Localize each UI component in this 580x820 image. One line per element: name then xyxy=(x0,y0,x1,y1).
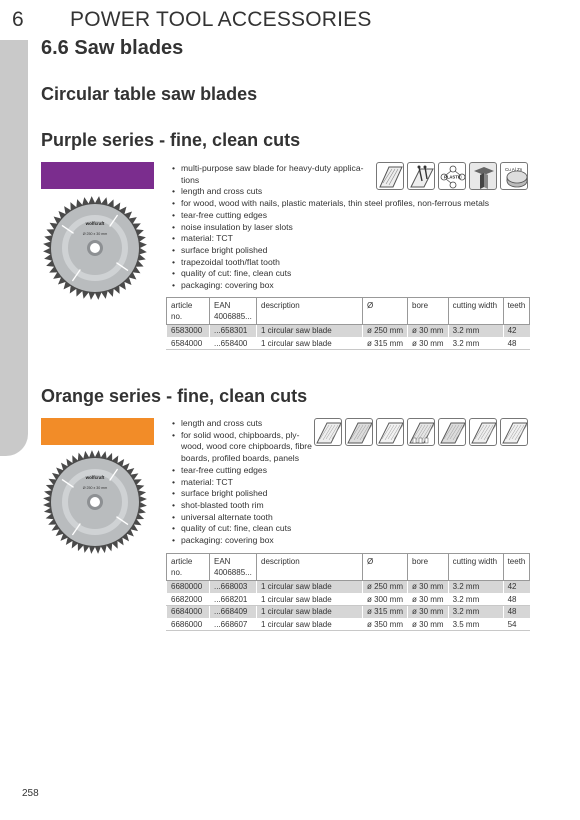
orange-product-table xyxy=(166,553,530,631)
plastic-icon xyxy=(438,162,466,190)
cell-article-no: 6682000 xyxy=(167,593,210,606)
cell-diameter: ø 250 mm xyxy=(363,581,408,594)
cell-diameter: ø 300 mm xyxy=(363,593,408,606)
cell-diameter: ø 250 mm xyxy=(363,325,408,338)
feature-item: • for solid wood, chipboards, ply- xyxy=(172,430,312,442)
header-diameter: Ø xyxy=(363,554,408,581)
solid-wood-icon xyxy=(314,418,342,446)
chapter-title: POWER TOOL ACCESSORIES xyxy=(70,8,372,31)
table-header-row xyxy=(167,554,530,581)
header-bore: bore xyxy=(408,554,449,581)
table-row xyxy=(167,581,530,594)
feature-item: • surface bright polished xyxy=(172,488,312,500)
feature-item: • tear-free cutting edges xyxy=(172,210,489,222)
cell-teeth: 42 xyxy=(503,581,530,594)
feature-item: • shot-blasted tooth rim xyxy=(172,500,312,512)
header-article-no: article no. xyxy=(167,298,210,325)
wood-board-icon xyxy=(376,162,404,190)
feature-item: • noise insulation by laser slots xyxy=(172,222,489,234)
cell-article-no: 6680000 xyxy=(167,581,210,594)
metals-icon-label: Cu Al Zn xyxy=(505,167,523,172)
cell-ean: ...658301 xyxy=(210,325,257,338)
purple-color-bar xyxy=(41,162,154,189)
blade-brand-label: wolfcraft xyxy=(85,221,105,226)
cell-ean: ...668201 xyxy=(210,593,257,606)
feature-item: • for wood, wood with nails, plastic materials, thin steel profiles, non-ferrous metals xyxy=(172,198,489,210)
cell-teeth: 48 xyxy=(503,593,530,606)
feature-item: • surface bright polished xyxy=(172,245,489,257)
cell-article-no: 6684000 xyxy=(167,606,210,619)
feature-item: • trapezoidal tooth/flat tooth xyxy=(172,257,489,269)
cell-description: 1 circular saw blade xyxy=(257,581,363,594)
header-article-no: article no. xyxy=(167,554,210,581)
feature-item: • universal alternate tooth xyxy=(172,512,312,524)
header-ean: EAN 4006885... xyxy=(210,298,257,325)
table-row xyxy=(167,337,530,350)
header-description: description xyxy=(257,554,363,581)
feature-item: • material: TCT xyxy=(172,477,312,489)
plywood-icon xyxy=(376,418,404,446)
page-number: 258 xyxy=(22,788,39,799)
chipboard-icon xyxy=(345,418,373,446)
plastic-icon-label: PLASTIC xyxy=(444,174,462,180)
cell-diameter: ø 315 mm xyxy=(363,337,408,350)
feature-item: • multi-purpose saw blade for heavy-duty applica- xyxy=(172,163,489,175)
cell-bore: ø 30 mm xyxy=(408,325,449,338)
cell-article-no: 6583000 xyxy=(167,325,210,338)
orange-series-title: Orange series - fine, clean cuts xyxy=(41,386,308,406)
orange-saw-blade-image xyxy=(42,449,148,555)
feature-item: • length and cross cuts xyxy=(172,186,489,198)
header-bore: bore xyxy=(408,298,449,325)
cell-teeth: 48 xyxy=(503,337,530,350)
cell-ean: ...668607 xyxy=(210,618,257,631)
cell-description: 1 circular saw blade xyxy=(257,325,363,338)
header-cutting-width: cutting width xyxy=(448,298,503,325)
steel-profile-icon xyxy=(469,162,497,190)
orange-feature-list xyxy=(172,418,312,547)
cell-ean: ...668003 xyxy=(210,581,257,594)
cell-bore: ø 30 mm xyxy=(408,606,449,619)
panel-icon xyxy=(500,418,528,446)
header-cutting-width: cutting width xyxy=(448,554,503,581)
feature-item: wood, wood core chipboards, fibre xyxy=(181,441,312,452)
cell-ean: ...668409 xyxy=(210,606,257,619)
purple-product-table xyxy=(166,297,530,350)
table-header-row xyxy=(167,298,530,325)
side-tab xyxy=(0,40,28,456)
cell-cutting-width: 3.2 mm xyxy=(448,337,503,350)
purple-material-icons xyxy=(376,162,528,190)
feature-item: • material: TCT xyxy=(172,233,489,245)
cell-diameter: ø 350 mm xyxy=(363,618,408,631)
table-row xyxy=(167,325,530,338)
blade-size-label: Ø 250 x 30 mm xyxy=(82,486,108,490)
table-row xyxy=(167,606,530,619)
cell-teeth: 48 xyxy=(503,606,530,619)
fibreboard-icon xyxy=(438,418,466,446)
feature-item: • quality of cut: fine, clean cuts xyxy=(172,268,489,280)
core-chipboard-icon xyxy=(407,418,435,446)
cell-description: 1 circular saw blade xyxy=(257,337,363,350)
cell-bore: ø 30 mm xyxy=(408,593,449,606)
cell-cutting-width: 3.5 mm xyxy=(448,618,503,631)
header-description: description xyxy=(257,298,363,325)
nail-wood-icon xyxy=(407,162,435,190)
cell-teeth: 42 xyxy=(503,325,530,338)
table-row xyxy=(167,593,530,606)
feature-item: • length and cross cuts xyxy=(172,418,312,430)
non-ferrous-metals-icon xyxy=(500,162,528,190)
feature-item: • quality of cut: fine, clean cuts xyxy=(172,523,312,535)
profiled-board-icon xyxy=(469,418,497,446)
orange-material-icons xyxy=(314,418,528,446)
cell-diameter: ø 315 mm xyxy=(363,606,408,619)
header-ean: EAN 4006885... xyxy=(210,554,257,581)
cell-bore: ø 30 mm xyxy=(408,581,449,594)
chapter-number: 6 xyxy=(12,8,24,31)
cell-cutting-width: 3.2 mm xyxy=(448,325,503,338)
feature-item: • packaging: covering box xyxy=(172,280,489,292)
feature-item: • packaging: covering box xyxy=(172,535,312,547)
orange-color-bar xyxy=(41,418,154,445)
cell-description: 1 circular saw blade xyxy=(257,618,363,631)
feature-item: boards, profiled boards, panels xyxy=(181,453,300,464)
cell-teeth: 54 xyxy=(503,618,530,631)
section-title: 6.6 Saw blades xyxy=(41,37,184,59)
feature-item: tions xyxy=(181,174,200,185)
category-title: Circular table saw blades xyxy=(41,84,258,104)
cell-ean: ...658400 xyxy=(210,337,257,350)
blade-size-label: Ø 250 x 30 mm xyxy=(82,232,108,236)
header-diameter: Ø xyxy=(363,298,408,325)
header-teeth: teeth xyxy=(503,554,530,581)
cell-article-no: 6686000 xyxy=(167,618,210,631)
cell-cutting-width: 3.2 mm xyxy=(448,581,503,594)
cell-bore: ø 30 mm xyxy=(408,337,449,350)
header-teeth: teeth xyxy=(503,298,530,325)
table-row xyxy=(167,618,530,631)
cell-cutting-width: 3.2 mm xyxy=(448,606,503,619)
purple-saw-blade-image xyxy=(42,195,148,301)
cell-description: 1 circular saw blade xyxy=(257,593,363,606)
cell-cutting-width: 3.2 mm xyxy=(448,593,503,606)
blade-brand-label: wolfcraft xyxy=(85,475,105,480)
cell-bore: ø 30 mm xyxy=(408,618,449,631)
feature-item: • tear-free cutting edges xyxy=(172,465,312,477)
purple-series-title: Purple series - fine, clean cuts xyxy=(41,130,301,150)
cell-article-no: 6584000 xyxy=(167,337,210,350)
cell-description: 1 circular saw blade xyxy=(257,606,363,619)
